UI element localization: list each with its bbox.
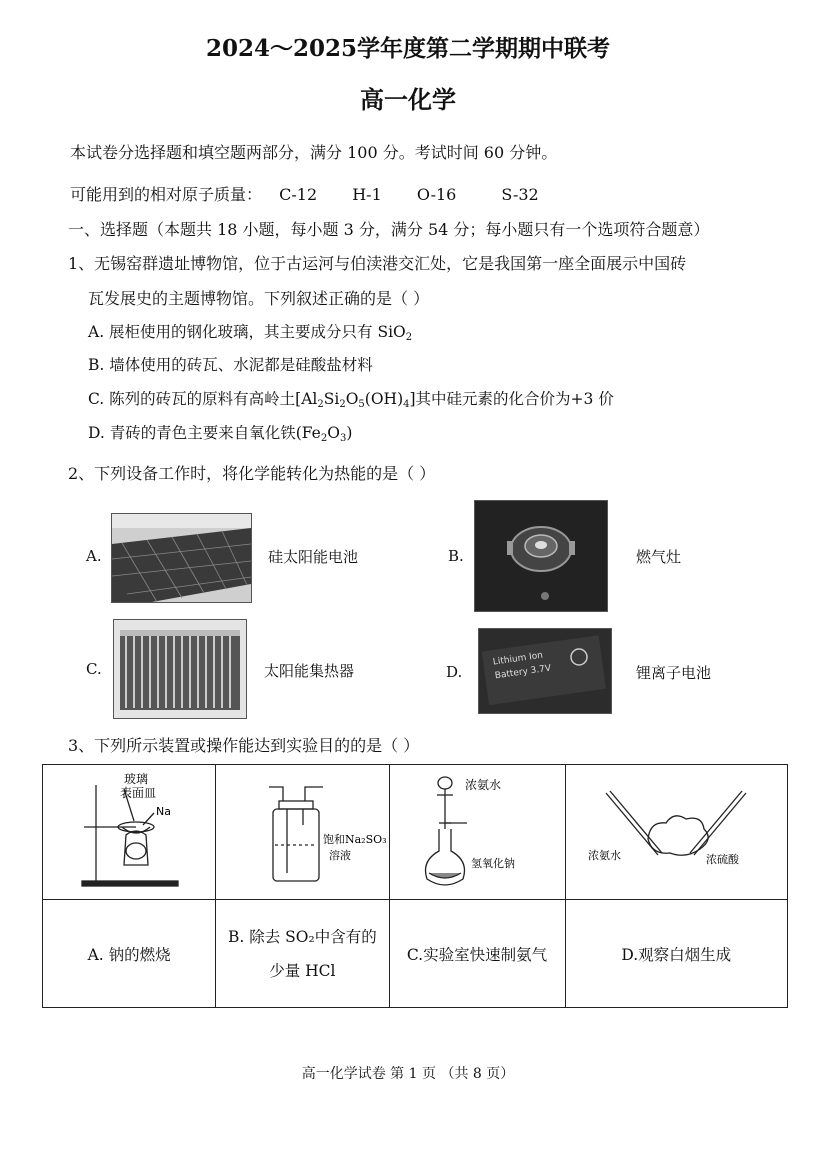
label-watch-glass: 表面皿 — [120, 786, 157, 800]
q2-stem: 2、下列设备工作时，将化学能转化为热能的是（ ） — [68, 464, 436, 483]
battery-text-line2: Battery 3.7V — [494, 663, 552, 682]
mass-s: S-32 — [501, 185, 539, 204]
diagram-b-cell — [216, 765, 389, 900]
exam-title: 2024～2025学年度第二学期期中联考 — [205, 35, 611, 62]
solar-collector-image — [113, 619, 247, 719]
mass-h: H-1 — [352, 185, 382, 204]
white-smoke-diagram — [566, 765, 786, 895]
label-naoh: 氢氧化钠 — [471, 857, 515, 870]
label-na: Na — [156, 805, 172, 818]
solar-panel-image — [111, 513, 252, 603]
label-glass: 玻璃 — [124, 772, 149, 786]
answer-d: D.观察白烟生成 — [565, 900, 788, 1008]
ammonia-prep-diagram — [391, 765, 563, 895]
q2-option-b-letter: B. — [448, 547, 464, 565]
lithium-battery-image — [478, 628, 612, 714]
q1-option-a: A. 展柜使用的钢化玻璃，其主要成分只有 SiO$_2$ — [88, 323, 413, 343]
sodium-burning-diagram — [44, 765, 214, 895]
section-heading: 一、选择题（本题共 18 小题，每小题 3 分，满分 54 分；每小题只有一个选项符合题意） — [68, 220, 710, 239]
q1-option-d: D. 青砖的青色主要来自氧化铁$(Fe_2O_3)$ — [88, 424, 353, 444]
answer-c: C.实验室快速制氨气 — [389, 900, 565, 1008]
q2-option-a-label: 硅太阳能电池 — [268, 548, 359, 566]
q1-stem-line1: 1、无锡窑群遗址博物馆，位于古运河与伯渎港交汇处，它是我国第一座全面展示中国砖 — [68, 254, 687, 273]
atomic-masses — [70, 182, 539, 205]
q2-option-c-label: 太阳能集热器 — [264, 662, 355, 680]
q1-option-b: B. 墙体使用的砖瓦、水泥都是硅酸盐材料 — [88, 356, 373, 374]
gas-stove-image — [474, 500, 608, 612]
label-saturated-na2so3: 饱和Na₂SO₃ — [323, 833, 387, 846]
label-conc-sulfuric-acid: 浓硫酸 — [706, 853, 740, 866]
q2-option-c-letter: C. — [86, 660, 102, 678]
answer-a: A. 钠的燃烧 — [43, 900, 216, 1008]
label-solution: 溶液 — [329, 849, 352, 862]
diagram-c-cell — [389, 765, 565, 900]
label-conc-ammonia-d: 浓氨水 — [588, 849, 622, 862]
page-footer: 高一化学试卷 第 1 页 （共 8 页） — [301, 1066, 515, 1082]
q2-option-d-letter: D. — [446, 663, 463, 681]
q3-stem: 3、下列所示装置或操作能达到实验目的的是（ ） — [68, 736, 420, 755]
masses-label: 可能用到的相对原子质量： — [70, 185, 263, 204]
label-conc-ammonia-c: 浓氨水 — [465, 778, 502, 792]
q1-option-c: C. 陈列的砖瓦的原料有高岭土$[Al_2Si_2O_5(OH)_4]$其中硅元素的化合价为+3 价 — [88, 390, 614, 410]
q2-option-b-label: 燃气灶 — [636, 548, 682, 566]
q1-stem-line2: 瓦发展史的主题博物馆。下列叙述正确的是（ ） — [88, 289, 430, 308]
diagram-d-cell — [565, 765, 788, 900]
mass-o: O-16 — [416, 185, 457, 204]
diagram-a-cell — [43, 765, 216, 900]
q2-option-d-label: 锂离子电池 — [636, 664, 712, 682]
battery-text-line1: Lithium Ion — [492, 650, 544, 668]
subject-title: 高一化学 — [360, 85, 456, 114]
intro-line: 本试卷分选择题和填空题两部分，满分 100 分。考试时间 60 分钟。 — [70, 143, 558, 162]
answer-b: B. 除去 SO₂中含有的 少量 HCl — [216, 900, 389, 1008]
q3-table — [42, 764, 788, 1008]
gas-washing-bottle-diagram — [217, 765, 387, 895]
q2-option-a-letter: A. — [86, 547, 102, 565]
mass-c: C-12 — [279, 185, 318, 204]
